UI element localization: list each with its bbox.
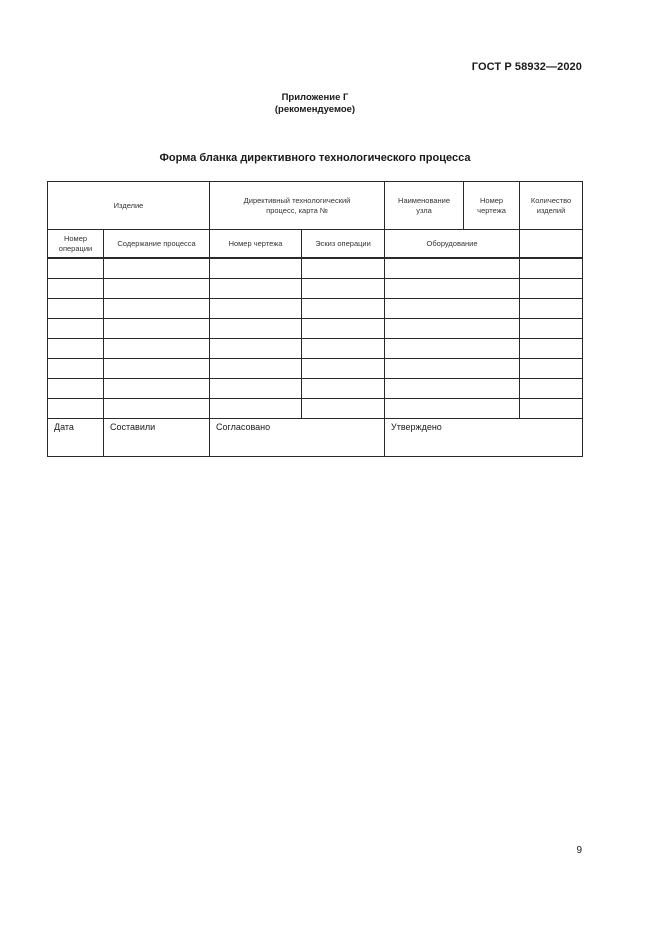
form-title: Форма бланка директивного технологического процесса bbox=[159, 152, 471, 164]
header-row-2 bbox=[48, 230, 583, 259]
header-cell-quantity: Количество изделий bbox=[520, 182, 583, 230]
appendix-subtitle: (рекомендуемое) bbox=[274, 104, 356, 115]
signature-cell-compiled: Составили bbox=[104, 419, 210, 457]
header-cell-unit-name: Наименование узла bbox=[385, 182, 464, 230]
header-cell-empty bbox=[520, 230, 583, 259]
signature-cell-date: Дата bbox=[48, 419, 104, 457]
document-code: ГОСТ Р 58932—2020 bbox=[471, 61, 582, 73]
signature-row bbox=[48, 419, 583, 457]
signature-cell-agreed: Согласовано bbox=[210, 419, 385, 457]
header-cell-operation-sketch: Эскиз операции bbox=[302, 230, 385, 259]
header-cell-equipment: Оборудование bbox=[385, 230, 520, 259]
header-cell-process-content: Содержание процесса bbox=[104, 230, 210, 259]
appendix-title: Приложение Г bbox=[281, 92, 349, 103]
header-cell-drawing-number: Номер чертежа bbox=[210, 230, 302, 259]
table-row bbox=[48, 339, 583, 359]
table-row bbox=[48, 359, 583, 379]
table-row bbox=[48, 299, 583, 319]
header-cell-operation-number: Номер операции bbox=[48, 230, 104, 259]
signature-cell-approved: Утверждено bbox=[385, 419, 583, 457]
process-form-table bbox=[47, 181, 583, 457]
table-row bbox=[48, 399, 583, 419]
table-row bbox=[48, 258, 583, 279]
header-cell-product: Изделие bbox=[48, 182, 210, 230]
header-row-1 bbox=[48, 182, 583, 230]
table-row bbox=[48, 319, 583, 339]
page-number: 9 bbox=[576, 845, 582, 856]
table-row bbox=[48, 279, 583, 299]
appendix-heading bbox=[0, 92, 630, 116]
header-cell-directive-process: Директивный технологический процесс, карта № bbox=[210, 182, 385, 230]
header-cell-drawing-no: Номер чертежа bbox=[464, 182, 520, 230]
table-row bbox=[48, 379, 583, 399]
